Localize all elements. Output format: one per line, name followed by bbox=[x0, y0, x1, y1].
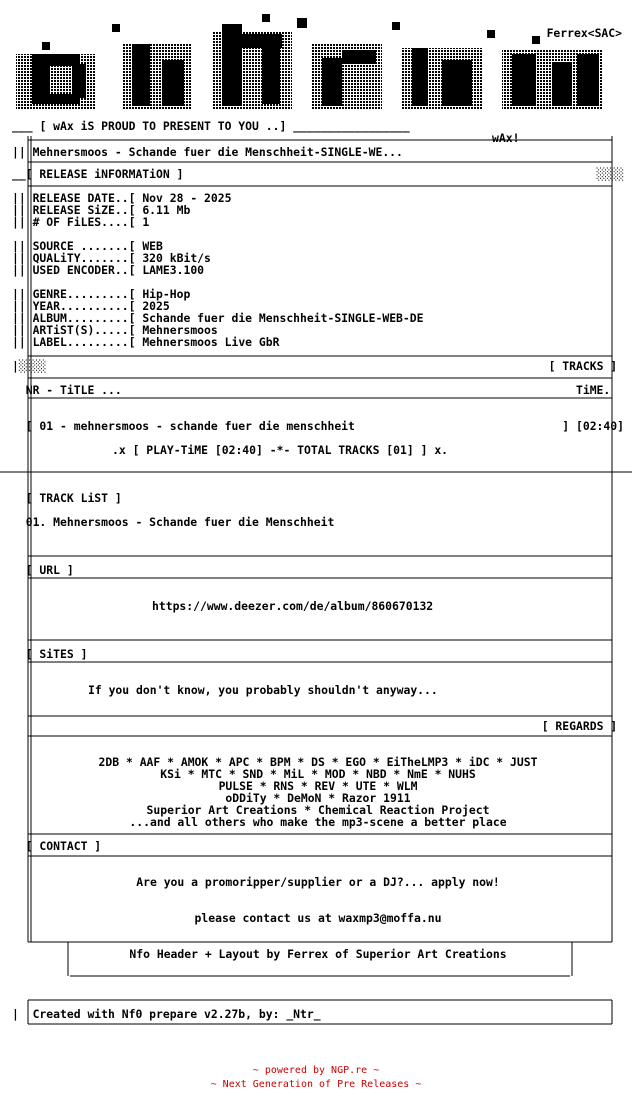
track-header: NR - TiTLE ... TiME. bbox=[25, 383, 611, 397]
section-regards: [ REGARDS ] bbox=[541, 719, 618, 733]
contact-email[interactable]: please contact us at waxmp3@moffa.nu bbox=[194, 911, 442, 925]
present-line: ___ [ wAx iS PROUD TO PRESENT TO YOU ..] _________________ bbox=[12, 119, 410, 133]
contact-line: Are you a promoripper/supplier or a DJ?... apply now! bbox=[136, 875, 500, 889]
regards-line: KSi * MTC * SND * MiL * MOD * NBD * NmE * NUHS bbox=[160, 767, 476, 781]
release-title-line: || Mehnersmoos - Schande fuer die Menschheit-SINGLE-WE... bbox=[12, 145, 403, 159]
section-contact: [ CONTACT ] bbox=[25, 839, 102, 853]
info-row: || # OF FiLES....[ 1 bbox=[12, 215, 150, 229]
section-tracks: |░░░░ [ TRACKS ] bbox=[12, 359, 618, 373]
info-row: || QUALiTY.......[ 320 kBit/s bbox=[12, 251, 211, 265]
info-row: || GENRE.........[ Hip-Hop bbox=[12, 287, 191, 301]
info-row: || RELEASE DATE..[ Nov 28 - 2025 bbox=[12, 191, 232, 205]
info-row: || USED ENCODER..[ LAME3.100 bbox=[12, 263, 205, 277]
footer-powered: ~ powered by NGP.re ~ bbox=[252, 1065, 380, 1076]
regards-line: oDDiTy * DeMoN * Razor 1911 bbox=[225, 791, 411, 805]
layout-credit: Nfo Header + Layout by Ferrex of Superior Art Creations bbox=[129, 947, 507, 961]
info-row: || ALBUM.........[ Schande fuer die Menschheit-SINGLE-WEB-DE bbox=[12, 311, 424, 325]
info-row: || YEAR..........[ 2025 bbox=[12, 299, 170, 313]
info-row: || ARTiST(S).....[ Mehnersmoos bbox=[12, 323, 218, 337]
header-credit: Ferrex<SAC> bbox=[546, 26, 622, 40]
wax-tag: wAx! bbox=[492, 131, 520, 145]
section-track-list: [ TRACK LiST ] bbox=[25, 491, 122, 505]
section-sites: [ SiTES ] bbox=[25, 647, 88, 661]
info-row: || LABEL.........[ Mehnersmoos Live GbR bbox=[12, 335, 280, 349]
regards-line: ...and all others who make the mp3-scene a better place bbox=[129, 815, 507, 829]
created-with-line: | Created with Nf0 prepare v2.27b, by: _Ntr_ bbox=[12, 1007, 321, 1021]
footer-tagline: ~ Next Generation of Pre Releases ~ bbox=[210, 1079, 422, 1090]
track-row: [ 01 - mehnersmoos - schande fuer die menschheit ] [02:40] bbox=[25, 419, 624, 433]
present-text: [ wAx iS PROUD TO PRESENT TO YOU ..] bbox=[39, 119, 287, 133]
url-link[interactable]: https://www.deezer.com/de/album/860670132 bbox=[152, 599, 434, 613]
release-title: Mehnersmoos - Schande fuer die Menschheit-SINGLE-WE... bbox=[32, 145, 403, 159]
regards-line: 2DB * AAF * AMOK * APC * BPM * DS * EGO * EiTheLMP3 * iDC * JUST bbox=[98, 755, 538, 769]
info-row: || SOURCE .......[ WEB bbox=[12, 239, 163, 253]
track-list-item: 01. Mehnersmoos - Schande fuer die Menschheit bbox=[25, 515, 335, 529]
sites-text: If you don't know, you probably shouldn't anyway... bbox=[88, 683, 438, 697]
section-url: [ URL ] bbox=[25, 563, 74, 577]
regards-line: Superior Art Creations * Chemical Reaction Project bbox=[146, 803, 490, 817]
section-release-info: __[ RELEASE iNFORMATiON ] ░░░░ bbox=[12, 167, 624, 181]
info-row: || RELEASE SiZE..[ 6.11 Mb bbox=[12, 203, 191, 217]
regards-line: PULSE * RNS * REV * UTE * WLM bbox=[218, 779, 418, 793]
playtime-line: .x [ PLAY-TiME [02:40] -*- TOTAL TRACKS [01] ] x. bbox=[112, 443, 449, 457]
